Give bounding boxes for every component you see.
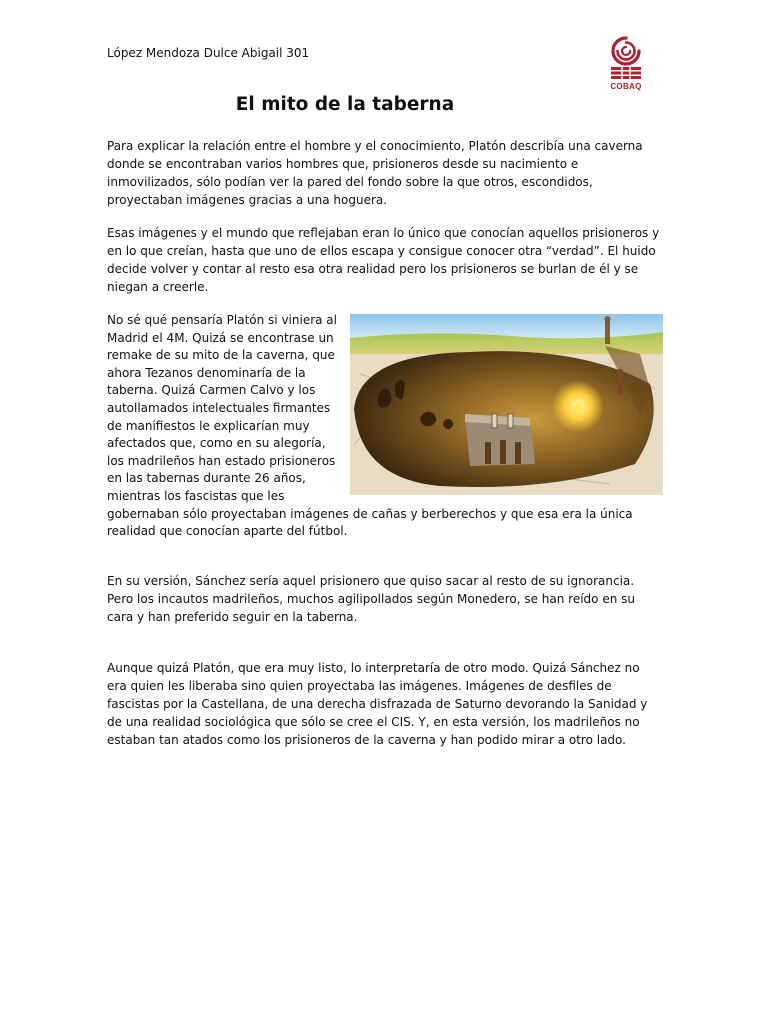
paragraph-5: Aunque quizá Platón, que era muy listo, lo interpretaría de otro modo. Quizá Sánchez no era quien les liberaba sino quien proyectaba las imágenes. Imágenes de desfiles de fascistas por la Castellana, de una derecha disfrazada de Saturno devorando la Sanidad y de una realidad sociológica que sólo se cree el CIS. Y, en esta versión, los madrileños no estaban tan atados como los prisioneros de la caverna y han podido mirar a otro lado. (107, 661, 648, 747)
author-line: López Mendoza Dulce Abigail 301 (107, 46, 310, 60)
paragraph-2: Esas imágenes y el mundo que reflejaban eran lo único que conocían aquellos prisioneros y en lo que creían, hasta que uno de ellos escapa y consigue conocer otra “verdad”. El huido decide volver y contar al resto esa otra realidad pero los prisioneros se burlan de él y se niegan a creerle. (107, 226, 660, 294)
paragraph-3-block (107, 312, 663, 541)
logo-label: COBAQ (610, 82, 642, 91)
cave-illustration (350, 314, 663, 495)
paragraph-3: No sé qué pensaría Platón si viniera al Madrid el 4M. Quizá se encontrase un remake de su mito de la caverna, que ahora Tezanos denominaría de la taberna. Quizá Carmen Calvo y los autollamados intelectuales firmantes de manifiestos le explicarían muy afectados que, como en su alegoría, los madrileños han estado prisioneros en las tabernas durante 26 años, mientras los fascistas que les gobernaban sólo proyectaban imágenes de cañas y berberechos y que esa era la única realidad que conocían aparte del fútbol. (107, 313, 633, 539)
document-title: El mito de la taberna (235, 94, 455, 115)
paragraph-1: Para explicar la relación entre el hombre y el conocimiento, Platón describía una caverna donde se encontraban varios hombres que, prisioneros desde su nacimiento e inmovilizados, sólo podían ver la pared del fondo sobre la que otros, escondidos, proyectaban imágenes gracias a una hoguera. (107, 139, 643, 207)
paragraph-4: En su versión, Sánchez sería aquel prisionero que quiso sacar al resto de su ignorancia. Pero los incautos madrileños, muchos agilipollados según Monedero, se han reído en su cara y han preferido seguir en la taberna. (107, 574, 635, 624)
